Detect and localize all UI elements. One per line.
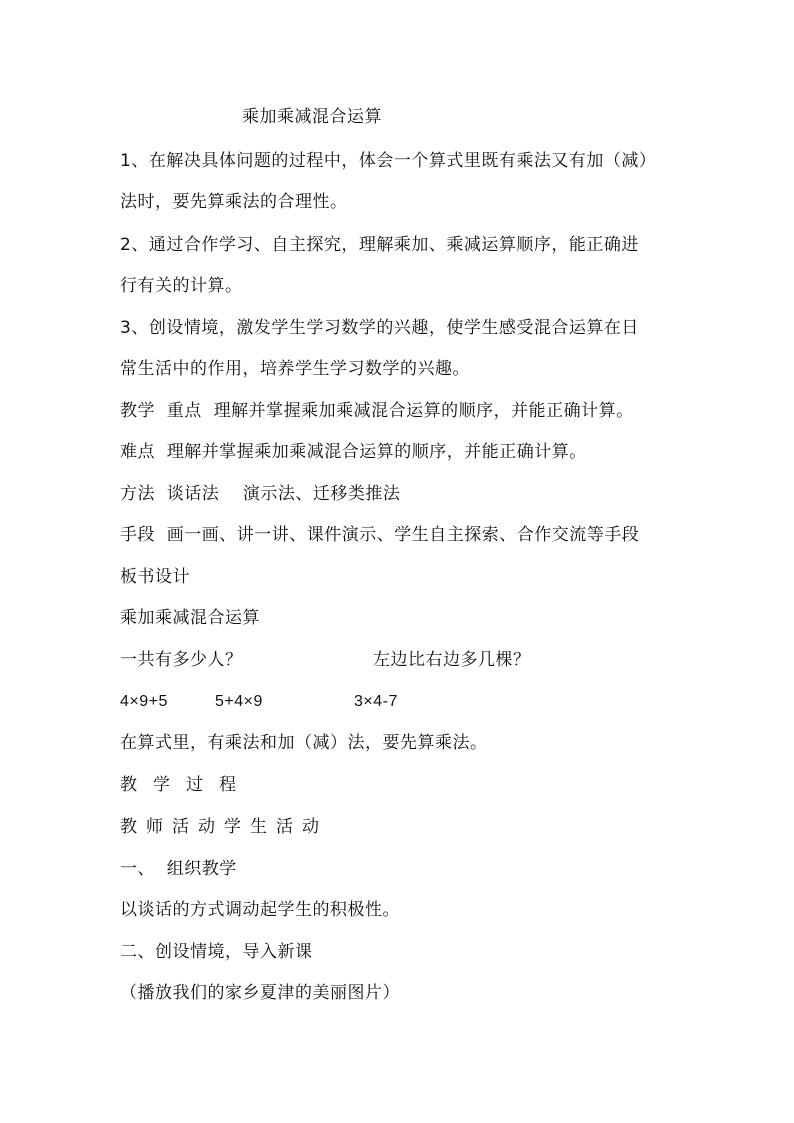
difficulty-line: 难点 理解并掌握乘加乘减混合运算的顺序，并能正确计算。: [120, 442, 587, 462]
activity-heading: 教师活动学生活动: [120, 817, 328, 837]
objective-line-3: 2、通过合作学习、自主探究，理解乘加、乘减运算顺序，能正确进: [120, 235, 639, 255]
question-right: 左边比右边多几棵？: [373, 650, 531, 670]
objective-line-1: 1、在解决具体问题的过程中，体会一个算式里既有乘法又有加（减）: [120, 151, 657, 171]
step-2-heading: 二、创设情境，导入新课: [120, 942, 313, 962]
board-title: 乘加乘减混合运算: [120, 608, 260, 628]
objective-line-6: 常生活中的作用，培养学生学习数学的兴趣。: [120, 359, 470, 379]
step-1-description: 以谈话的方式调动起学生的积极性。: [120, 900, 400, 920]
rule-line: 在算式里，有乘法和加（减）法，要先算乘法。: [120, 733, 488, 753]
objective-line-4: 行有关的计算。: [120, 276, 243, 296]
objective-line-2: 法时，要先算乘法的合理性。: [120, 192, 348, 212]
document-title: 乘加乘减混合运算: [242, 107, 382, 127]
formula-2: 5+4×9: [215, 693, 263, 710]
means-line: 手段 画一画、讲一讲、课件演示、学生自主探索、合作交流等手段: [120, 525, 640, 545]
board-design-heading: 板书设计: [120, 567, 190, 587]
method-line: 方法 谈话法 演示法、迁移类推法: [120, 484, 401, 504]
formula-1: 4×9+5: [120, 693, 168, 710]
objective-line-5: 3、创设情境，激发学生学习数学的兴趣，使学生感受混合运算在日: [120, 318, 639, 338]
formula-3: 3×4-7: [354, 693, 398, 710]
process-heading: 教学过程: [120, 775, 252, 795]
key-point-line: 教学 重点 理解并掌握乘加乘减混合运算的顺序，并能正确计算。: [120, 401, 634, 421]
step-2-description: （播放我们的家乡夏津的美丽图片）: [120, 983, 400, 1003]
question-left: 一共有多少人？: [120, 650, 243, 670]
step-1-heading: 一、 组织教学: [120, 859, 237, 879]
